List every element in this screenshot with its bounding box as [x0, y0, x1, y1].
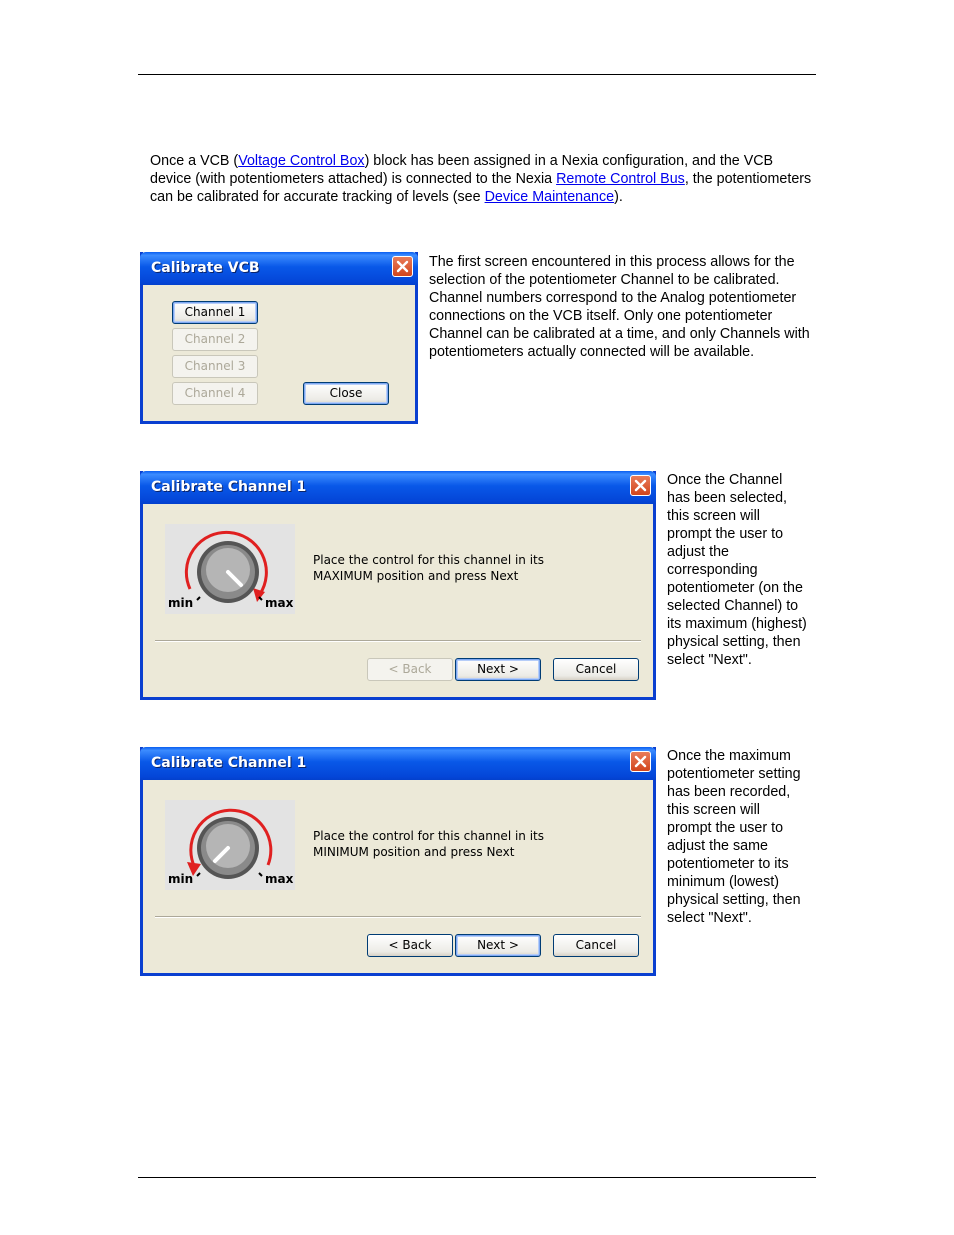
knob-illustration — [165, 524, 295, 614]
close-icon[interactable] — [392, 256, 413, 277]
calibrate-vcb-dialog — [140, 252, 418, 424]
description-1: The first screen encountered in this process allows for the selection of the potentiometer Channel to be calibrated. Channel numbers correspond to the Analog potentiometer connections on the VCB itself. Only one potentiometer Channel can be calibrated at a time, and only Channels with potentiometers actually connected will be available. — [429, 254, 810, 360]
remote-control-bus-link[interactable]: Remote Control Bus — [556, 171, 685, 187]
dialog-title: Calibrate Channel 1 — [151, 479, 307, 495]
message-line-1: Place the control for this channel in its — [313, 553, 545, 567]
next-button[interactable]: Next > — [455, 934, 541, 957]
message-line-2: MAXIMUM position and press Next — [313, 569, 519, 583]
max-label: max — [265, 872, 294, 886]
channel-3-button[interactable]: Channel 3 — [172, 355, 258, 378]
cancel-button[interactable]: Cancel — [553, 934, 639, 957]
dialog-body — [143, 504, 653, 697]
message-line-2: MINIMUM position and press Next — [313, 845, 515, 859]
intro-text-2: ) block has been assigned in a Nexia configuration, and the VCB device (with potentiometers attached) is connected to the Nexia — [150, 153, 774, 187]
back-button[interactable]: < Back — [367, 934, 453, 957]
close-icon[interactable] — [630, 751, 651, 772]
dialog-titlebar[interactable] — [140, 747, 656, 780]
footer-rule — [138, 1177, 816, 1178]
instruction-message — [313, 828, 613, 860]
intro-paragraph — [150, 152, 815, 206]
voltage-control-box-link[interactable]: Voltage Control Box — [238, 153, 365, 169]
next-button[interactable]: Next > — [455, 658, 541, 681]
channel-2-button[interactable]: Channel 2 — [172, 328, 258, 351]
dialog-body — [143, 780, 653, 973]
device-maintenance-link[interactable]: Device Maintenance — [484, 189, 615, 205]
knob-illustration — [165, 800, 295, 890]
cancel-button[interactable]: Cancel — [553, 658, 639, 681]
back-button[interactable]: < Back — [367, 658, 453, 681]
calibrate-channel-max-dialog — [140, 471, 656, 700]
min-label: min — [168, 872, 194, 886]
dialog-titlebar[interactable] — [140, 471, 656, 504]
intro-text-1: Once a VCB ( — [150, 153, 239, 169]
close-icon[interactable] — [630, 475, 651, 496]
max-label: max — [265, 596, 294, 610]
channel-1-button[interactable]: Channel 1 — [172, 301, 258, 324]
intro-text-3: , the potentiometers can be calibrated for accurate tracking of levels (see — [150, 171, 812, 205]
message-line-1: Place the control for this channel in its — [313, 829, 545, 843]
divider — [155, 640, 641, 642]
intro-text-4: ). — [614, 189, 623, 205]
dialog-titlebar[interactable] — [140, 252, 418, 285]
close-button[interactable]: Close — [303, 382, 389, 405]
description-3: Once the maximum potentiometer setting has been recorded, this screen will prompt the user to adjust the same potentiometer to its minimum (lowest) physical setting, then select "Next". — [667, 748, 801, 926]
dialog-body — [143, 285, 415, 421]
dialog-title: Calibrate VCB — [151, 260, 260, 276]
calibrate-channel-min-dialog — [140, 747, 656, 976]
dialog-title: Calibrate Channel 1 — [151, 755, 307, 771]
channel-4-button[interactable]: Channel 4 — [172, 382, 258, 405]
instruction-message — [313, 552, 613, 584]
divider — [155, 916, 641, 918]
min-label: min — [168, 596, 194, 610]
description-2: Once the Channel has been selected, this screen will prompt the user to adjust the corresponding potentiometer (on the selected Channel) to its maximum (highest) physical setting, then select "Next". — [667, 472, 807, 668]
header-rule — [138, 74, 816, 75]
